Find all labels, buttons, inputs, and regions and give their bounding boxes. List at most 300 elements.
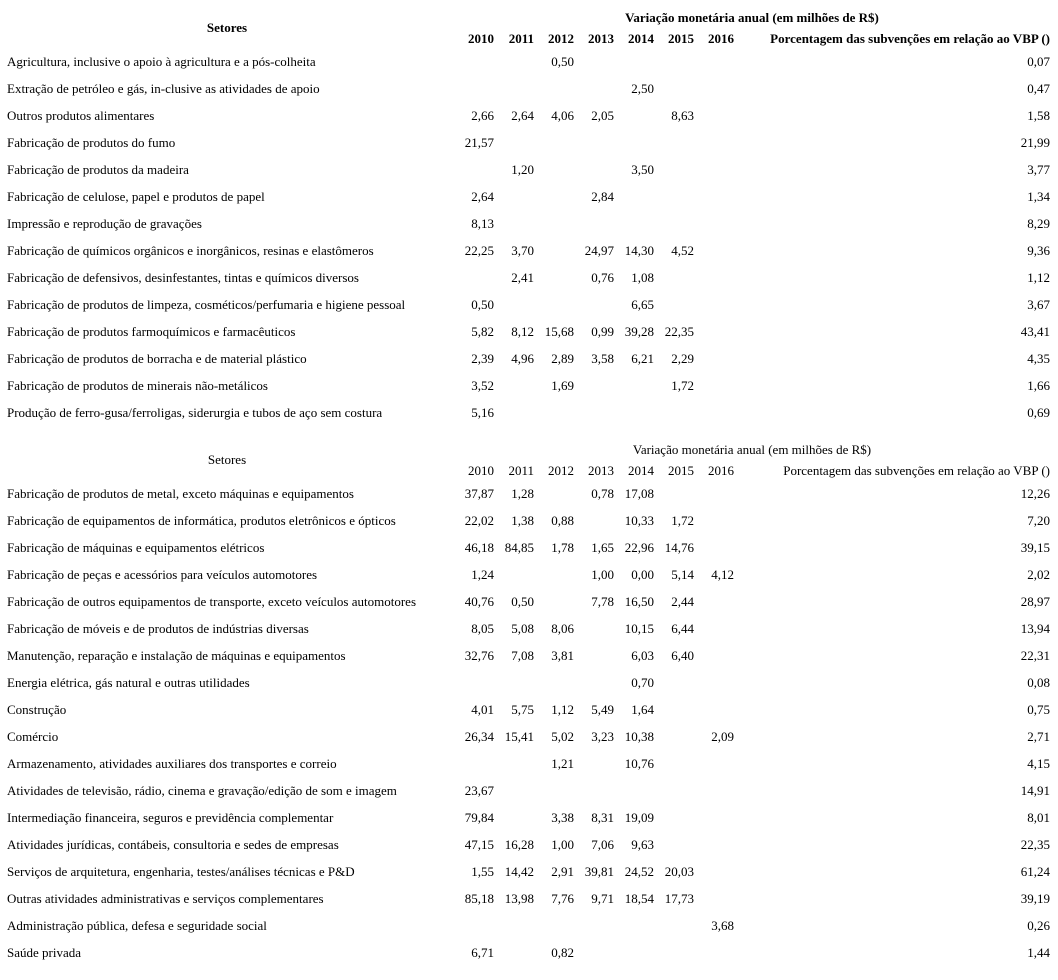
table-row — [0, 939, 1050, 966]
value-cell-2011: 16,28 — [504, 837, 534, 852]
value-cell-2010: 37,87 — [464, 486, 494, 501]
value-cell-2015: 8,63 — [671, 108, 694, 123]
value-cell-2011 — [494, 48, 534, 75]
sector-cell: Construção — [7, 702, 67, 717]
pct-cell: 2,71 — [1027, 729, 1050, 744]
value-cell-2012: 1,21 — [551, 756, 574, 771]
pct-cell: 1,66 — [1027, 378, 1050, 393]
value-cell-2010: 22,02 — [464, 513, 494, 528]
value-cell-2015: 2,29 — [671, 351, 694, 366]
sector-cell: Fabricação de químicos orgânicos e inorgânicos, resinas e elastômeros — [7, 243, 374, 258]
table-body — [0, 48, 1050, 426]
value-cell-2016 — [694, 831, 734, 858]
value-cell-2012: 2,91 — [551, 864, 574, 879]
pct-cell: 39,19 — [1020, 891, 1050, 906]
value-cell-2015 — [654, 939, 694, 966]
value-cell-2012: 5,02 — [551, 729, 574, 744]
value-cell-2011: 1,38 — [511, 513, 534, 528]
pct-cell: 7,20 — [1027, 513, 1050, 528]
value-cell-2016 — [694, 75, 734, 102]
value-cell-2013: 5,49 — [591, 702, 614, 717]
value-cell-2014: 22,96 — [624, 540, 654, 555]
value-cell-2013: 0,78 — [591, 486, 614, 501]
value-cell-2014: 6,21 — [631, 351, 654, 366]
table-row — [0, 588, 1050, 615]
value-cell-2015 — [654, 831, 694, 858]
table-row — [0, 318, 1050, 345]
table-body — [0, 480, 1050, 966]
table-row — [0, 345, 1050, 372]
pct-cell: 9,36 — [1027, 243, 1050, 258]
value-cell-2010: 2,39 — [471, 351, 494, 366]
value-cell-2012: 1,69 — [551, 378, 574, 393]
value-cell-2012 — [534, 912, 574, 939]
pct-cell: 22,35 — [1020, 837, 1050, 852]
sectors-header: Setores — [206, 19, 248, 35]
value-cell-2014: 10,76 — [624, 756, 654, 771]
sector-cell: Outras atividades administrativas e serviços complementares — [7, 891, 324, 906]
value-cell-2014: 24,52 — [624, 864, 654, 879]
sector-cell: Atividades de televisão, rádio, cinema e gravação/edição de som e imagem — [7, 783, 397, 798]
value-cell-2014: 16,50 — [624, 594, 654, 609]
table-row — [0, 237, 1050, 264]
value-cell-2016: 2,09 — [711, 729, 734, 744]
value-cell-2011: 8,12 — [511, 324, 534, 339]
value-cell-2013: 1,00 — [591, 567, 614, 582]
value-cell-2010: 3,52 — [471, 378, 494, 393]
pct-cell: 1,12 — [1027, 270, 1050, 285]
year-header-2014: 2014 — [628, 462, 654, 478]
value-cell-2015 — [654, 291, 694, 318]
value-cell-2012: 2,89 — [551, 351, 574, 366]
value-cell-2014: 6,65 — [631, 297, 654, 312]
pct-cell: 43,41 — [1020, 324, 1050, 339]
year-header-2014: 2014 — [628, 30, 654, 46]
value-cell-2013: 8,31 — [591, 810, 614, 825]
value-cell-2013 — [574, 372, 614, 399]
sector-cell: Manutenção, reparação e instalação de máquinas e equipamentos — [7, 648, 346, 663]
pct-cell: 3,67 — [1027, 297, 1050, 312]
value-cell-2016 — [694, 183, 734, 210]
value-cell-2011: 84,85 — [504, 540, 534, 555]
value-cell-2012: 15,68 — [544, 324, 574, 339]
value-cell-2012 — [534, 588, 574, 615]
value-cell-2012 — [534, 291, 574, 318]
pct-cell: 28,97 — [1020, 594, 1050, 609]
value-cell-2010: 5,16 — [471, 405, 494, 420]
value-cell-2015 — [654, 912, 694, 939]
value-cell-2011 — [494, 399, 534, 426]
value-cell-2012 — [534, 399, 574, 426]
value-cell-2016 — [694, 642, 734, 669]
value-cell-2015 — [654, 75, 694, 102]
value-cell-2010 — [454, 912, 494, 939]
value-cell-2010 — [454, 669, 494, 696]
sector-cell: Fabricação de móveis e de produtos de indústrias diversas — [7, 621, 309, 636]
value-cell-2010: 47,15 — [464, 837, 494, 852]
value-cell-2010: 8,05 — [471, 621, 494, 636]
sector-cell: Fabricação de defensivos, desinfestantes, tintas e químicos diversos — [7, 270, 359, 285]
sector-cell: Energia elétrica, gás natural e outras utilidades — [7, 675, 250, 690]
value-cell-2016 — [694, 264, 734, 291]
value-cell-2011: 7,08 — [511, 648, 534, 663]
value-cell-2015: 2,44 — [671, 594, 694, 609]
pct-cell: 1,58 — [1027, 108, 1050, 123]
value-cell-2014: 10,33 — [624, 513, 654, 528]
table-row — [0, 912, 1050, 939]
table-row — [0, 804, 1050, 831]
table-row — [0, 885, 1050, 912]
pct-cell: 0,75 — [1027, 702, 1050, 717]
value-cell-2013: 39,81 — [584, 864, 614, 879]
year-header-2010: 2010 — [468, 30, 494, 46]
table-row — [0, 156, 1050, 183]
value-cell-2013: 1,65 — [591, 540, 614, 555]
value-cell-2013 — [574, 399, 614, 426]
value-cell-2011 — [494, 561, 534, 588]
value-cell-2011 — [494, 777, 534, 804]
year-header-2015: 2015 — [668, 462, 694, 478]
value-cell-2015: 4,52 — [671, 243, 694, 258]
value-cell-2014 — [614, 129, 654, 156]
value-cell-2015 — [654, 777, 694, 804]
sector-cell: Extração de petróleo e gás, in-clusive as atividades de apoio — [7, 81, 320, 96]
value-cell-2013 — [574, 210, 614, 237]
value-cell-2016 — [694, 777, 734, 804]
value-cell-2013 — [574, 507, 614, 534]
value-cell-2011 — [494, 750, 534, 777]
value-cell-2013: 2,84 — [591, 189, 614, 204]
value-cell-2014: 2,50 — [631, 81, 654, 96]
pct-header: Porcentagem das subvenções em relação ao VBP () — [783, 462, 1050, 478]
value-cell-2014: 6,03 — [631, 648, 654, 663]
sector-cell: Fabricação de peças e acessórios para veículos automotores — [7, 567, 318, 582]
value-cell-2016 — [694, 372, 734, 399]
value-cell-2015: 6,40 — [671, 648, 694, 663]
value-cell-2015 — [654, 210, 694, 237]
value-cell-2015: 6,44 — [671, 621, 694, 636]
value-cell-2013: 7,06 — [591, 837, 614, 852]
value-cell-2011: 3,70 — [511, 243, 534, 258]
value-cell-2015: 17,73 — [664, 891, 694, 906]
sector-cell: Fabricação de produtos de metal, exceto máquinas e equipamentos — [7, 486, 354, 501]
value-cell-2010: 6,71 — [471, 945, 494, 960]
value-cell-2012 — [534, 777, 574, 804]
value-cell-2011 — [494, 129, 534, 156]
table-row — [0, 399, 1050, 426]
value-cell-2016 — [694, 696, 734, 723]
value-cell-2015 — [654, 183, 694, 210]
year-header-2010: 2010 — [468, 462, 494, 478]
pct-cell: 0,26 — [1027, 918, 1050, 933]
value-cell-2012: 3,38 — [551, 810, 574, 825]
value-cell-2012 — [534, 183, 574, 210]
value-cell-2014 — [614, 939, 654, 966]
sector-cell: Fabricação de produtos da madeira — [7, 162, 189, 177]
value-cell-2015 — [654, 696, 694, 723]
value-cell-2010: 1,55 — [471, 864, 494, 879]
pct-cell: 0,07 — [1027, 54, 1050, 69]
value-cell-2011 — [494, 291, 534, 318]
value-cell-2015 — [654, 264, 694, 291]
table-row — [0, 669, 1050, 696]
value-cell-2010: 22,25 — [464, 243, 494, 258]
value-cell-2011: 1,20 — [511, 162, 534, 177]
value-cell-2016 — [694, 588, 734, 615]
value-cell-2013 — [574, 939, 614, 966]
year-header-2013: 2013 — [588, 30, 614, 46]
value-cell-2015: 1,72 — [671, 378, 694, 393]
value-cell-2011 — [494, 372, 534, 399]
value-cell-2012 — [534, 561, 574, 588]
sector-cell: Atividades jurídicas, contábeis, consultoria e sedes de empresas — [7, 837, 339, 852]
value-cell-2011: 14,42 — [504, 864, 534, 879]
pct-cell: 4,35 — [1027, 351, 1050, 366]
value-cell-2016 — [694, 507, 734, 534]
value-cell-2013: 7,78 — [591, 594, 614, 609]
sector-cell: Administração pública, defesa e seguridade social — [7, 918, 267, 933]
value-cell-2014 — [614, 372, 654, 399]
value-cell-2013: 0,76 — [591, 270, 614, 285]
value-cell-2012: 1,78 — [551, 540, 574, 555]
pct-cell: 21,99 — [1020, 135, 1050, 150]
value-cell-2014: 1,08 — [631, 270, 654, 285]
pct-cell: 8,29 — [1027, 216, 1050, 231]
table-row — [0, 534, 1050, 561]
value-cell-2016 — [694, 615, 734, 642]
value-cell-2014 — [614, 210, 654, 237]
value-cell-2010: 21,57 — [464, 135, 494, 150]
value-cell-2015 — [654, 723, 694, 750]
value-cell-2011: 0,50 — [511, 594, 534, 609]
year-header-2011: 2011 — [508, 30, 534, 46]
subsidy-table-2 — [0, 438, 1050, 966]
pct-header: Porcentagem das subvenções em relação ao VBP () — [770, 30, 1050, 46]
sector-cell: Outros produtos alimentares — [7, 108, 155, 123]
value-cell-2012: 0,50 — [551, 54, 574, 69]
value-cell-2013 — [574, 750, 614, 777]
value-cell-2014: 14,30 — [624, 243, 654, 258]
value-cell-2010: 32,76 — [464, 648, 494, 663]
value-cell-2010 — [454, 264, 494, 291]
value-cell-2010 — [454, 48, 494, 75]
value-cell-2015: 14,76 — [664, 540, 694, 555]
value-cell-2014: 18,54 — [624, 891, 654, 906]
value-cell-2013 — [574, 669, 614, 696]
table-row — [0, 102, 1050, 129]
year-header-2013: 2013 — [588, 462, 614, 478]
group-header: Variação monetária anual (em milhões de R$) — [632, 441, 872, 457]
table-row — [0, 507, 1050, 534]
sector-cell: Comércio — [7, 729, 59, 744]
value-cell-2011 — [494, 939, 534, 966]
value-cell-2014 — [614, 102, 654, 129]
value-cell-2016 — [694, 480, 734, 507]
table-row — [0, 264, 1050, 291]
year-header-2012: 2012 — [548, 462, 574, 478]
value-cell-2016 — [694, 858, 734, 885]
value-cell-2010: 46,18 — [464, 540, 494, 555]
value-cell-2013: 24,97 — [584, 243, 614, 258]
table-row — [0, 777, 1050, 804]
value-cell-2016 — [694, 48, 734, 75]
value-cell-2014 — [614, 777, 654, 804]
value-cell-2010 — [454, 75, 494, 102]
value-cell-2010 — [454, 156, 494, 183]
value-cell-2012 — [534, 264, 574, 291]
value-cell-2013: 3,23 — [591, 729, 614, 744]
value-cell-2011: 5,08 — [511, 621, 534, 636]
value-cell-2011 — [494, 912, 534, 939]
value-cell-2011: 5,75 — [511, 702, 534, 717]
value-cell-2014 — [614, 183, 654, 210]
value-cell-2014: 19,09 — [624, 810, 654, 825]
table-row — [0, 561, 1050, 588]
year-header-2015: 2015 — [668, 30, 694, 46]
table-row — [0, 75, 1050, 102]
value-cell-2010: 5,82 — [471, 324, 494, 339]
value-cell-2016 — [694, 534, 734, 561]
value-cell-2012: 8,06 — [551, 621, 574, 636]
value-cell-2014: 39,28 — [624, 324, 654, 339]
table-row — [0, 831, 1050, 858]
value-cell-2012 — [534, 480, 574, 507]
value-cell-2013: 0,99 — [591, 324, 614, 339]
pct-cell: 61,24 — [1020, 864, 1050, 879]
table-row — [0, 129, 1050, 156]
value-cell-2012 — [534, 237, 574, 264]
pct-cell: 0,47 — [1027, 81, 1050, 96]
value-cell-2011: 2,64 — [511, 108, 534, 123]
pct-cell: 12,26 — [1020, 486, 1050, 501]
value-cell-2011: 4,96 — [511, 351, 534, 366]
sector-cell: Fabricação de produtos de borracha e de material plástico — [7, 351, 307, 366]
sector-cell: Fabricação de outros equipamentos de transporte, exceto veículos automotores — [7, 594, 417, 609]
value-cell-2012 — [534, 75, 574, 102]
sector-cell: Fabricação de produtos do fumo — [7, 135, 176, 150]
value-cell-2013 — [574, 291, 614, 318]
value-cell-2014: 17,08 — [624, 486, 654, 501]
value-cell-2014: 1,64 — [631, 702, 654, 717]
year-header-2016: 2016 — [708, 462, 734, 478]
value-cell-2016 — [694, 750, 734, 777]
value-cell-2012: 1,00 — [551, 837, 574, 852]
value-cell-2016: 4,12 — [711, 567, 734, 582]
sector-cell: Armazenamento, atividades auxiliares dos transportes e correio — [7, 756, 337, 771]
value-cell-2016 — [694, 291, 734, 318]
value-cell-2015 — [654, 48, 694, 75]
sector-cell: Saúde privada — [7, 945, 82, 960]
sector-cell: Fabricação de máquinas e equipamentos elétricos — [7, 540, 265, 555]
value-cell-2013 — [574, 615, 614, 642]
value-cell-2011: 1,28 — [511, 486, 534, 501]
value-cell-2016 — [694, 804, 734, 831]
value-cell-2010: 2,66 — [471, 108, 494, 123]
sector-cell: Fabricação de celulose, papel e produtos de papel — [7, 189, 265, 204]
value-cell-2011 — [494, 669, 534, 696]
value-cell-2012: 1,12 — [551, 702, 574, 717]
value-cell-2013 — [574, 912, 614, 939]
value-cell-2013 — [574, 642, 614, 669]
group-header: Variação monetária anual (em milhões de R$) — [625, 9, 879, 25]
sector-cell: Produção de ferro-gusa/ferroligas, siderurgia e tubos de aço sem costura — [7, 405, 383, 420]
value-cell-2012: 4,06 — [551, 108, 574, 123]
sector-cell: Fabricação de produtos de minerais não-metálicos — [7, 378, 268, 393]
value-cell-2012 — [534, 156, 574, 183]
value-cell-2014 — [614, 48, 654, 75]
value-cell-2012: 3,81 — [551, 648, 574, 663]
value-cell-2011: 15,41 — [504, 729, 534, 744]
value-cell-2015: 5,14 — [671, 567, 694, 582]
value-cell-2015 — [654, 399, 694, 426]
value-cell-2011 — [494, 75, 534, 102]
value-cell-2014: 3,50 — [631, 162, 654, 177]
pct-cell: 2,02 — [1027, 567, 1050, 582]
sector-cell: Serviços de arquitetura, engenharia, testes/análises técnicas e P&D — [7, 864, 355, 879]
value-cell-2016 — [694, 669, 734, 696]
pct-cell: 39,15 — [1020, 540, 1050, 555]
value-cell-2016 — [694, 318, 734, 345]
value-cell-2012: 0,88 — [551, 513, 574, 528]
value-cell-2015: 1,72 — [671, 513, 694, 528]
value-cell-2016 — [694, 156, 734, 183]
pct-cell: 1,34 — [1027, 189, 1050, 204]
value-cell-2012: 0,82 — [551, 945, 574, 960]
value-cell-2014: 10,38 — [624, 729, 654, 744]
value-cell-2014: 0,70 — [631, 675, 654, 690]
value-cell-2011 — [494, 804, 534, 831]
value-cell-2016 — [694, 345, 734, 372]
value-cell-2013 — [574, 156, 614, 183]
value-cell-2010: 0,50 — [471, 297, 494, 312]
value-cell-2013 — [574, 48, 614, 75]
sector-cell: Agricultura, inclusive o apoio à agricultura e a pós-colheita — [7, 54, 316, 69]
table-row — [0, 696, 1050, 723]
value-cell-2011: 13,98 — [504, 891, 534, 906]
value-cell-2015 — [654, 750, 694, 777]
value-cell-2012: 7,76 — [551, 891, 574, 906]
value-cell-2015 — [654, 804, 694, 831]
pct-cell: 8,01 — [1027, 810, 1050, 825]
value-cell-2011: 2,41 — [511, 270, 534, 285]
value-cell-2016 — [694, 237, 734, 264]
year-header-2012: 2012 — [548, 30, 574, 46]
value-cell-2015 — [654, 669, 694, 696]
value-cell-2011 — [494, 183, 534, 210]
sector-cell: Fabricação de produtos farmoquímicos e farmacêuticos — [7, 324, 296, 339]
value-cell-2013: 9,71 — [591, 891, 614, 906]
subsidy-table-1 — [0, 6, 1050, 426]
value-cell-2013 — [574, 777, 614, 804]
value-cell-2010: 23,67 — [464, 783, 494, 798]
value-cell-2016 — [694, 885, 734, 912]
value-cell-2012 — [534, 129, 574, 156]
value-cell-2013: 3,58 — [591, 351, 614, 366]
value-cell-2012 — [534, 669, 574, 696]
sector-cell: Fabricação de equipamentos de informática, produtos eletrônicos e ópticos — [7, 513, 396, 528]
value-cell-2013: 2,05 — [591, 108, 614, 123]
table-row — [0, 183, 1050, 210]
value-cell-2010: 8,13 — [471, 216, 494, 231]
value-cell-2010: 79,84 — [464, 810, 494, 825]
year-header-2011: 2011 — [508, 462, 534, 478]
value-cell-2015: 22,35 — [664, 324, 694, 339]
pct-cell: 3,77 — [1027, 162, 1050, 177]
pct-cell: 1,44 — [1027, 945, 1050, 960]
value-cell-2015 — [654, 156, 694, 183]
value-cell-2012 — [534, 210, 574, 237]
value-cell-2010: 26,34 — [464, 729, 494, 744]
